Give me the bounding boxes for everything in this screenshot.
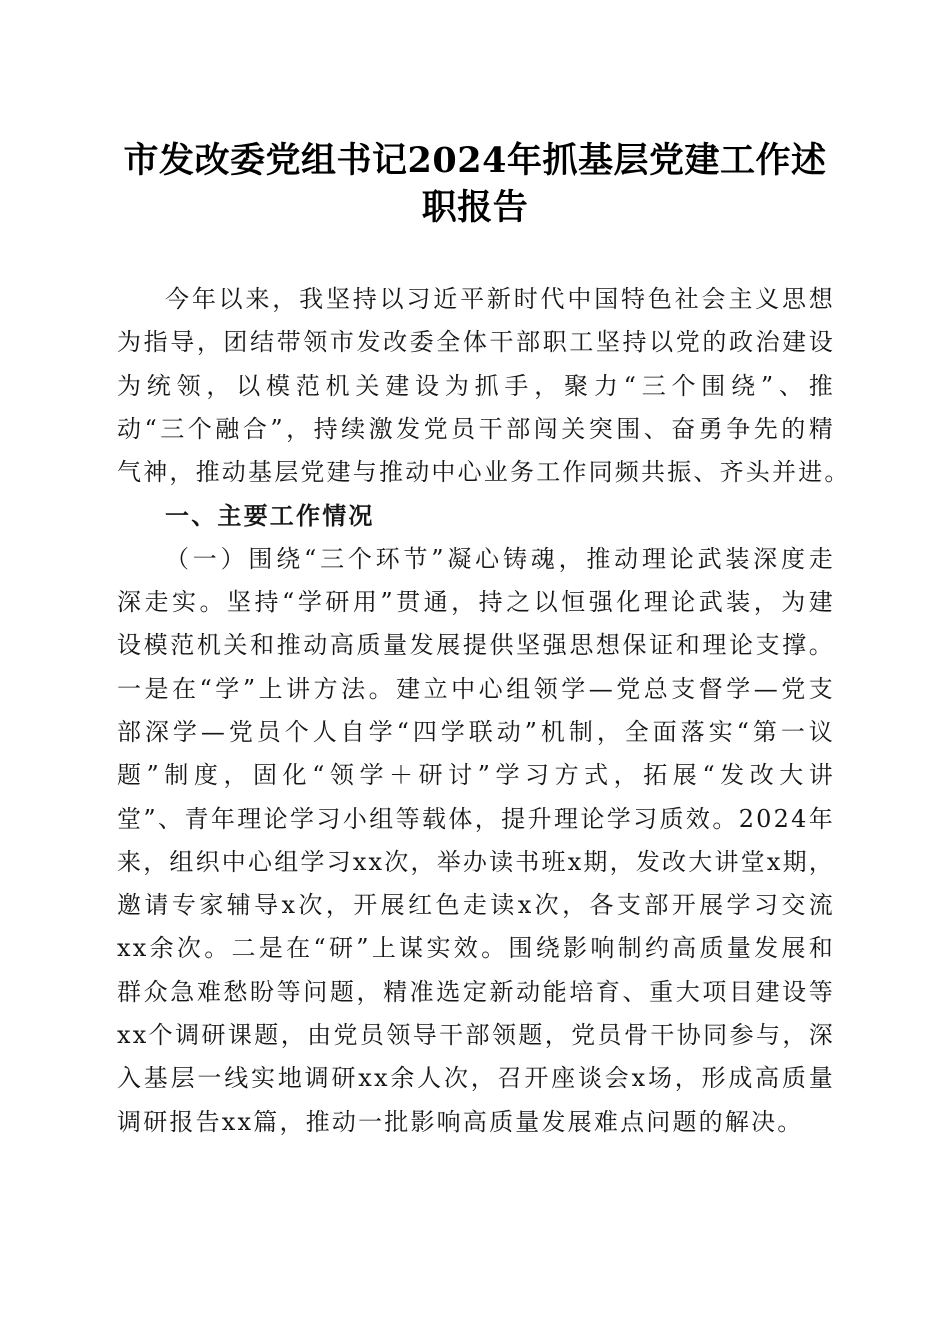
section-heading: 一、主要工作情况: [165, 501, 375, 531]
paragraph-2-line-5: 部深学—党员个人自学“四学联动”机制，全面落实“第一议: [117, 717, 835, 746]
paragraph-1-line-1: 今年以来，我坚持以习近平新时代中国特色社会主义思想: [165, 285, 835, 313]
title-line-2: 职报告: [421, 187, 529, 228]
paragraph-2-line-7: 堂”、青年理论学习小组等载体，提升理论学习质效。2024年: [117, 804, 835, 833]
paragraph-2-line-13: 入基层一线实地调研xx余人次，召开座谈会x场，形成高质量: [117, 1064, 835, 1093]
paragraph-2-line-10: xx余次。二是在“研”上谋实效。围绕影响制约高质量发展和: [117, 934, 835, 963]
paragraph-1-line-4: 动“三个融合”，持续激发党员干部闯关突围、奋勇争先的精: [117, 414, 835, 443]
paragraph-1-line-2: 为指导，团结带领市发改委全体干部职工坚持以党的政治建设: [117, 328, 835, 357]
paragraph-2-line-14: 调研报告xx篇，推动一批影响高质量发展难点问题的解决。: [117, 1107, 804, 1136]
paragraph-1-line-5: 气神，推动基层党建与推动中心业务工作同频共振、齐头并进。: [117, 458, 851, 487]
paragraph-2-line-1: （一）围绕“三个环节”凝心铸魂，推动理论武装深度走: [165, 544, 835, 573]
paragraph-2-line-4: 一是在“学”上讲方法。建立中心组领学—党总支督学—党支: [117, 674, 835, 703]
paragraph-2-line-8: 来，组织中心组学习xx次，举办读书班x期，发改大讲堂x期，: [117, 847, 835, 876]
document-title: [110, 137, 840, 231]
paragraph-2-line-2: 深走实。坚持“学研用”贯通，持之以恒强化理论武装，为建: [117, 588, 835, 617]
title-line-1: 市发改委党组书记2024年抓基层党建工作述: [123, 140, 827, 181]
paragraph-2-line-11: 群众急难愁盼等问题，精准选定新动能培育、重大项目建设等: [117, 977, 835, 1006]
paragraph-2-line-12: xx个调研课题，由党员领导干部领题，党员骨干协同参与，深: [117, 1021, 835, 1050]
paragraph-2-line-6: 题”制度，固化“领学＋研讨”学习方式，拓展“发改大讲: [117, 761, 835, 790]
paragraph-1-line-3: 为统领，以模范机关建设为抓手，聚力“三个围绕”、推: [117, 371, 835, 400]
paragraph-2-line-3: 设模范机关和推动高质量发展提供坚强思想保证和理论支撑。: [117, 631, 835, 660]
paragraph-2-line-9: 邀请专家辅导x次，开展红色走读x次，各支部开展学习交流: [117, 891, 835, 920]
document-body: [117, 278, 851, 1144]
